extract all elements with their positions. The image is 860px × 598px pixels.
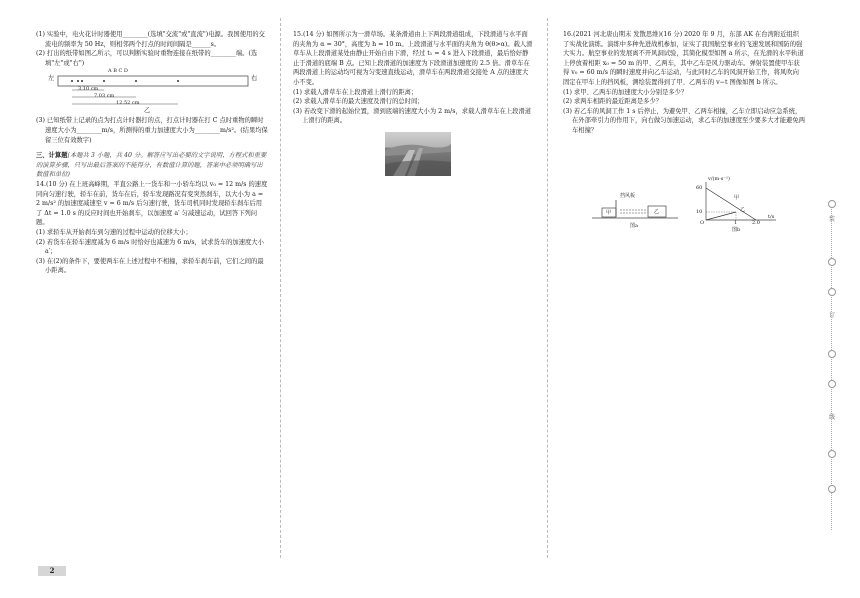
section-note: (本题共 3 小题，共 40 分。解答应写出必要的文字说明、方程式和重要的演算步骤，只写出最后答案的不能得分，有数值计算的题，答案中必须明确写出数值和单位) [36,152,267,179]
figure-b-caption: 图b [732,227,741,233]
question-14-part-2: (2) 若货车在轿车速度减为 6 m/s 时恰好也减速为 6 m/s，试求货车的加速度大小 a′； [36,238,264,256]
binding-text-1: 装 [829,216,836,223]
question-14: 14.(10 分) 在上班高峰期，平直公路上一货车和一小轿车均以 v₀ = 12 m/s 的速度同向匀速行驶，轿车在前，货车在后，轿车发现路况有变突然刹车，以大小为 a = 2 m/s² 的加速度减速至 v = 6 m/s 后匀速行驶，货车司机同时发现轿车刹车后用了 Δt = 1.0 s 的反应时间也开始刹车，以加速度 a′ 匀减速运动，试回答下列问题。 [36,180,268,227]
binding-line [831,200,832,530]
tape-left-label: 左 [48,75,55,83]
figure-a-label-jia: 甲 [606,210,612,216]
figure-b-x2: 2.0 [752,220,760,226]
binding-dot-6 [828,450,836,458]
binding-dot-2 [828,258,836,266]
binding-text-2: 订 [829,312,836,319]
grass-slide-photo [385,132,451,176]
tape-points-label: A B C D [108,68,128,75]
question-14-part-1: (1) 求轿车从开始刹车到匀速的过程中运动的位移大小； [36,228,192,236]
figure-a-label-yi: 乙 [654,209,660,215]
column-2 [293,30,533,176]
binding-dot-1 [828,200,836,208]
figure-b-x1: 1 [734,220,738,226]
column-3 [563,30,805,136]
figure-b-ylabel: v/(m·s⁻¹) [708,176,730,182]
binding-text-3: 线 [829,414,836,421]
question-15-part-2: (2) 求载人滑草车的最大速度及滑行的总时间； [293,98,424,106]
question-15: 15.(14 分) 如图所示为一滑草场。某条滑道由上下两段滑道组成，下段滑道与水平面的夹角为 α = 30°，高度为 h = 10 m。上段滑道与水平面的夹角为 θ(θ>α)。载人滑草车从上段滑道某处由静止开始自由下滑，经过 t₁ = 4 s 进入下段滑道，最后恰好静止于滑道的底端 B 点。已知上段滑道的加速度为下段滑道加速度的 2.5 倍。滑草车在两段滑道上的运动均可视为匀变速直线运动，滑草车在两段滑道交接处 A 点的速度大小不变。 [293,31,533,86]
tape-distance-1: 3.10 cm [78,86,99,93]
tape-caption: 乙 [144,107,151,115]
figure-a-label-board: 挡风板 [620,193,636,199]
figure-b-graph [690,180,780,224]
figure-b-y60: 60 [696,185,703,191]
question-13-part-3: (3) 已知纸带上记录的点为打点计时器打的点，打点计时器在打 C 点时重物的瞬时速度大小为________m/s，所测得的重力加速度大小为________m/s²。(结果均保留三位有效数字) [36,117,268,144]
tape-right-label: 右 [251,75,258,83]
question-16-part-2: (2) 求两车相距的最近距离是多少？ [563,98,663,106]
figure-b-origin: O [700,220,705,226]
binding-dot-5 [828,380,836,388]
figure-a-caption: 图a [630,223,638,229]
column-divider-2 [547,18,548,558]
column-divider-1 [280,18,281,558]
figure-a [590,190,680,230]
question-15-part-3: (3) 若改变下滑的起始位置，滑到底端的速度大小为 2 m/s，求载人滑草车在上段滑道上滑行的距离。 [293,107,532,125]
figure-b-series-yi: 乙 [740,207,746,213]
page-number: 2 [38,566,66,576]
binding-dot-4 [828,350,836,358]
question-16: 16.(2021 河北唐山期末 发散思维)(16 分) 2020 年 9 月，东部 AK 在台湾附近组织了实战化演练。演练中多种先进战机参加，证实了我国航空事业的飞速发展和国防的强大实力。航空事业的发展离不开风洞试验，其简化模型如图 a 所示，在光滑的水平轨道上停放着相距 x₀ = 50 m 的甲、乙两车，其中乙车是风力驱动车。弹射装置使甲车获得 v₀ = 60 m/s 的瞬时速度并向乙车运动，与此同时乙车的风洞开始工作，将风吹向固定在甲车上的挡风板，测绘装置得到了甲、乙两车的 v−t 图像如图 b 所示。 [563,31,804,86]
binding-dot-7 [828,485,836,493]
question-13-part-2: (2) 打出的纸带如图乙所示，可以判断实验时重物连接在纸带的________端。(选填"左"或"右") [36,50,258,67]
paper-tape-figure [48,70,268,114]
figure-b [690,176,780,233]
figure-b-y10: 10 [696,209,703,215]
binding-dot-3 [828,288,836,296]
figure-b-xlabel: t/s [768,214,775,220]
tape-distance-2: 7.03 cm [94,93,115,100]
figure-b-series-jia: 甲 [734,195,740,201]
binding-margin [828,200,838,530]
tape-distance-3: 12.52 cm [116,100,140,107]
section-title: 三、计算题 [36,152,68,160]
question-15-part-1: (1) 求载人滑草车在上段滑道上滑行的距离； [293,88,418,96]
question-14-part-3: (3) 在(2)的条件下，要使两车在上述过程中不相撞，求轿车刹车前，它们之间的最小距离。 [36,257,264,275]
question-16-part-3: (3) 若乙车的风洞工作 1 s 后停止，为避免甲、乙两车相撞，乙车立即启动应急系统，在外部牵引力的作用下，向右做匀加速运动，求乙车的加速度至少要多大才能避免两车相撞？ [563,107,805,134]
question-13-part-1: (1) 实验中，电火花计时器使用________(选填"交流"或"直流")电源。我国使用的交流电的频率为 50 Hz，则相邻两个打点的时间间隔是______s。 [36,31,265,48]
grass-slide-photo-drawing [385,132,451,176]
column-1 [36,30,268,276]
question-16-part-1: (1) 求甲、乙两车的加速度大小分别是多少？ [563,88,688,96]
